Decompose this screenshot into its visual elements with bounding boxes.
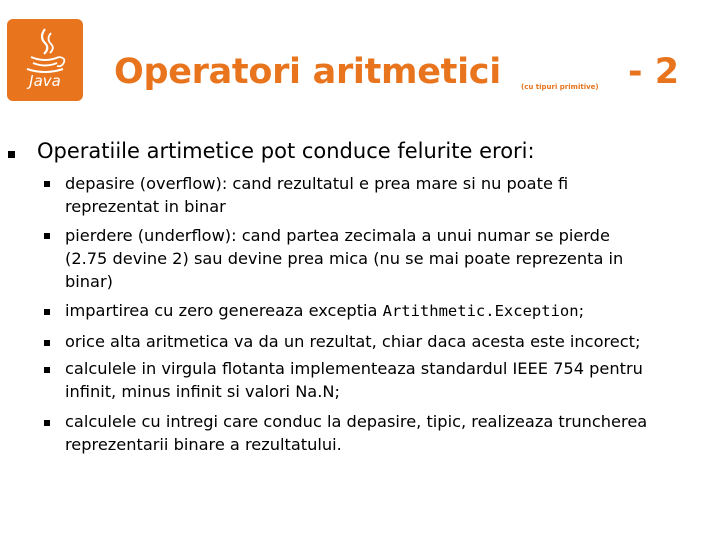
item-line: (2.75 devine 2) sau devine prea mica (nu se mai poate reprezenta in <box>65 249 624 268</box>
bullet-square <box>44 181 50 187</box>
item-line: depasire (overflow): cand rezultatul e prea mare si nu poate fi <box>65 174 569 193</box>
bullet-square <box>8 151 15 158</box>
intro-text: Operatiile artimetice pot conduce felurite erori: <box>37 139 535 163</box>
list-item <box>65 357 705 403</box>
slide-title-suffix: - 2 <box>628 52 680 92</box>
bullet-square <box>44 340 50 346</box>
bullet-square <box>44 233 50 239</box>
item-line: orice alta aritmetica va da un rezultat, chiar daca acesta este incorect; <box>65 332 641 351</box>
bullet-square <box>44 420 50 426</box>
list-item <box>65 172 705 218</box>
slide-title: Operatori aritmetici <box>114 52 501 92</box>
item-line: binar) <box>65 272 113 291</box>
item-line: calculele cu intregi care conduc la depasire, tipic, realizeaza truncherea <box>65 412 648 431</box>
item-line: reprezentarii binare a rezultatului. <box>65 435 342 454</box>
slide-subtitle: (cu tipuri primitive) <box>521 83 599 91</box>
item-line: reprezentat in binar <box>65 197 226 216</box>
item-line: infinit, minus infinit si valori Na.N; <box>65 382 340 401</box>
item-text: ; <box>578 301 585 320</box>
list-item <box>65 299 705 323</box>
list-item <box>65 224 705 293</box>
item-line: calculele in virgula flotanta implementeaza standardul IEEE 754 pentru <box>65 359 643 378</box>
item-text: impartirea cu zero genereaza exceptia <box>65 301 383 320</box>
list-item <box>65 330 705 353</box>
list-item <box>65 410 705 456</box>
item-line: pierdere (underflow): cand partea zecimala a unui numar se pierde <box>65 226 610 245</box>
code-exception: Artithmetic.Exception <box>382 302 579 320</box>
logo-text: Java <box>29 72 61 90</box>
bullet-square <box>44 367 50 373</box>
bullet-square <box>44 309 50 315</box>
java-logo <box>7 19 83 101</box>
